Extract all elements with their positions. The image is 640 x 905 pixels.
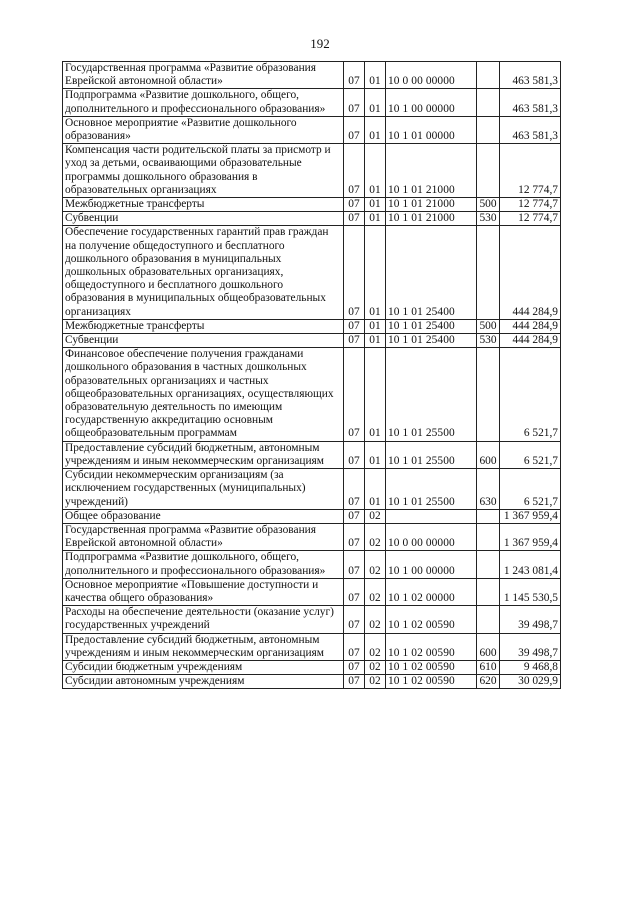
section-code-cell: 07 — [344, 523, 365, 550]
target-article-cell: 10 1 01 25400 — [386, 226, 477, 319]
section-code-cell: 07 — [344, 675, 365, 689]
row-name-cell: Межбюджетные трансферты — [63, 319, 344, 333]
row-name-cell: Субсидии некоммерческим организациям (за исключением государственных (муниципальных) учреждений) — [63, 469, 344, 510]
row-name-cell: Подпрограмма «Развитие дошкольного, общего, дополнительного и профессионального образования» — [63, 89, 344, 116]
target-article-cell: 10 1 00 00000 — [386, 89, 477, 116]
subsection-code-cell: 01 — [365, 89, 386, 116]
row-name-cell: Подпрограмма «Развитие дошкольного, общего, дополнительного и профессионального образования» — [63, 551, 344, 578]
row-name-cell: Общее образование — [63, 509, 344, 523]
subsection-code-cell: 02 — [365, 606, 386, 633]
row-name-cell: Расходы на обеспечение деятельности (оказание услуг) государственных учреждений — [63, 606, 344, 633]
table-row — [63, 578, 561, 605]
subsection-code-cell: 01 — [365, 198, 386, 212]
target-article-cell: 10 1 02 00590 — [386, 660, 477, 674]
expense-type-cell — [477, 144, 500, 198]
subsection-code-cell: 02 — [365, 509, 386, 523]
section-code-cell: 07 — [344, 226, 365, 319]
amount-cell: 1 367 959,4 — [500, 509, 561, 523]
table-row — [63, 212, 561, 226]
target-article-cell: 10 1 01 25500 — [386, 441, 477, 468]
table-row — [63, 523, 561, 550]
expense-type-cell — [477, 578, 500, 605]
table-row — [63, 319, 561, 333]
table-row — [63, 334, 561, 348]
expense-type-cell — [477, 226, 500, 319]
amount-cell: 39 498,7 — [500, 633, 561, 660]
section-code-cell: 07 — [344, 578, 365, 605]
section-code-cell: 07 — [344, 551, 365, 578]
section-code-cell: 07 — [344, 469, 365, 510]
expense-type-cell: 530 — [477, 334, 500, 348]
row-name-cell: Субвенции — [63, 212, 344, 226]
target-article-cell: 10 1 01 21000 — [386, 144, 477, 198]
budget-table — [62, 61, 561, 689]
row-name-cell: Основное мероприятие «Повышение доступности и качества общего образования» — [63, 578, 344, 605]
expense-type-cell: 530 — [477, 212, 500, 226]
table-row — [63, 633, 561, 660]
subsection-code-cell: 01 — [365, 226, 386, 319]
target-article-cell: 10 1 01 00000 — [386, 116, 477, 143]
amount-cell: 9 468,8 — [500, 660, 561, 674]
section-code-cell: 07 — [344, 509, 365, 523]
table-row — [63, 198, 561, 212]
amount-cell: 6 521,7 — [500, 441, 561, 468]
row-name-cell: Основное мероприятие «Развитие дошкольного образования» — [63, 116, 344, 143]
table-row — [63, 675, 561, 689]
target-article-cell: 10 1 01 21000 — [386, 212, 477, 226]
target-article-cell: 10 1 01 25400 — [386, 319, 477, 333]
expense-type-cell: 630 — [477, 469, 500, 510]
amount-cell: 39 498,7 — [500, 606, 561, 633]
table-row — [63, 116, 561, 143]
expense-type-cell: 610 — [477, 660, 500, 674]
target-article-cell: 10 1 00 00000 — [386, 551, 477, 578]
section-code-cell: 07 — [344, 660, 365, 674]
target-article-cell: 10 1 02 00590 — [386, 633, 477, 660]
amount-cell: 463 581,3 — [500, 116, 561, 143]
amount-cell: 463 581,3 — [500, 89, 561, 116]
target-article-cell: 10 1 01 25500 — [386, 348, 477, 441]
table-row — [63, 144, 561, 198]
table-row — [63, 89, 561, 116]
section-code-cell: 07 — [344, 89, 365, 116]
expense-type-cell: 500 — [477, 319, 500, 333]
target-article-cell: 10 1 02 00590 — [386, 606, 477, 633]
row-name-cell: Государственная программа «Развитие образования Еврейской автономной области» — [63, 523, 344, 550]
subsection-code-cell: 01 — [365, 348, 386, 441]
amount-cell: 463 581,3 — [500, 62, 561, 89]
target-article-cell: 10 0 00 00000 — [386, 62, 477, 89]
page-number: 192 — [310, 36, 330, 51]
subsection-code-cell: 01 — [365, 441, 386, 468]
amount-cell: 30 029,9 — [500, 675, 561, 689]
table-row — [63, 469, 561, 510]
target-article-cell: 10 1 01 25400 — [386, 334, 477, 348]
expense-type-cell — [477, 89, 500, 116]
section-code-cell: 07 — [344, 62, 365, 89]
subsection-code-cell: 01 — [365, 62, 386, 89]
amount-cell: 444 284,9 — [500, 319, 561, 333]
section-code-cell: 07 — [344, 319, 365, 333]
table-row — [63, 551, 561, 578]
table-row — [63, 348, 561, 441]
row-name-cell: Государственная программа «Развитие образования Еврейской автономной области» — [63, 62, 344, 89]
target-article-cell: 10 1 01 25500 — [386, 469, 477, 510]
section-code-cell: 07 — [344, 116, 365, 143]
amount-cell: 1 367 959,4 — [500, 523, 561, 550]
expense-type-cell: 620 — [477, 675, 500, 689]
section-code-cell: 07 — [344, 144, 365, 198]
expense-type-cell — [477, 551, 500, 578]
table-row — [63, 509, 561, 523]
row-name-cell: Субсидии бюджетным учреждениям — [63, 660, 344, 674]
subsection-code-cell: 02 — [365, 551, 386, 578]
amount-cell: 12 774,7 — [500, 198, 561, 212]
expense-type-cell — [477, 62, 500, 89]
amount-cell: 6 521,7 — [500, 469, 561, 510]
row-name-cell: Обеспечение государственных гарантий прав граждан на получение общедоступного и бесплатного дошкольного образования в муниципальных дошкольных образовательных организациях, общедоступного и бесплатного дошкольного образования в муниципальных общеобразовательных организациях — [63, 226, 344, 319]
table-row — [63, 441, 561, 468]
section-code-cell: 07 — [344, 606, 365, 633]
target-article-cell: 10 1 02 00590 — [386, 675, 477, 689]
target-article-cell: 10 1 01 21000 — [386, 198, 477, 212]
section-code-cell: 07 — [344, 441, 365, 468]
table-row — [63, 62, 561, 89]
subsection-code-cell: 01 — [365, 334, 386, 348]
expense-type-cell: 600 — [477, 441, 500, 468]
amount-cell: 12 774,7 — [500, 212, 561, 226]
expense-type-cell — [477, 348, 500, 441]
row-name-cell: Предоставление субсидий бюджетным, автономным учреждениям и иным некоммерческим организациям — [63, 441, 344, 468]
amount-cell: 12 774,7 — [500, 144, 561, 198]
subsection-code-cell: 01 — [365, 212, 386, 226]
table-row — [63, 226, 561, 319]
target-article-cell: 10 0 00 00000 — [386, 523, 477, 550]
row-name-cell: Межбюджетные трансферты — [63, 198, 344, 212]
subsection-code-cell: 01 — [365, 469, 386, 510]
amount-cell: 444 284,9 — [500, 334, 561, 348]
row-name-cell: Субвенции — [63, 334, 344, 348]
expense-type-cell — [477, 606, 500, 633]
amount-cell: 1 145 530,5 — [500, 578, 561, 605]
subsection-code-cell: 01 — [365, 144, 386, 198]
subsection-code-cell: 02 — [365, 578, 386, 605]
amount-cell: 6 521,7 — [500, 348, 561, 441]
section-code-cell: 07 — [344, 348, 365, 441]
row-name-cell: Предоставление субсидий бюджетным, автономным учреждениям и иным некоммерческим организациям — [63, 633, 344, 660]
row-name-cell: Субсидии автономным учреждениям — [63, 675, 344, 689]
expense-type-cell — [477, 509, 500, 523]
row-name-cell: Финансовое обеспечение получения гражданами дошкольного образования в частных дошкольных образовательных организациях и частных общеобразовательных организациях, осуществляющих образовательную деятельность по имеющим государственную аккредитацию основным общеобразовательным программам — [63, 348, 344, 441]
subsection-code-cell: 02 — [365, 633, 386, 660]
subsection-code-cell: 01 — [365, 319, 386, 333]
section-code-cell: 07 — [344, 633, 365, 660]
subsection-code-cell: 02 — [365, 675, 386, 689]
table-row — [63, 660, 561, 674]
subsection-code-cell: 02 — [365, 523, 386, 550]
section-code-cell: 07 — [344, 212, 365, 226]
section-code-cell: 07 — [344, 198, 365, 212]
target-article-cell — [386, 509, 477, 523]
expense-type-cell — [477, 116, 500, 143]
amount-cell: 1 243 081,4 — [500, 551, 561, 578]
amount-cell: 444 284,9 — [500, 226, 561, 319]
expense-type-cell: 600 — [477, 633, 500, 660]
row-name-cell: Компенсация части родительской платы за присмотр и уход за детьми, осваивающими образовательные программы дошкольного образования в образовательных организациях — [63, 144, 344, 198]
expense-type-cell: 500 — [477, 198, 500, 212]
expense-type-cell — [477, 523, 500, 550]
target-article-cell: 10 1 02 00000 — [386, 578, 477, 605]
subsection-code-cell: 02 — [365, 660, 386, 674]
section-code-cell: 07 — [344, 334, 365, 348]
budget-table-body — [63, 62, 561, 689]
table-row — [63, 606, 561, 633]
subsection-code-cell: 01 — [365, 116, 386, 143]
